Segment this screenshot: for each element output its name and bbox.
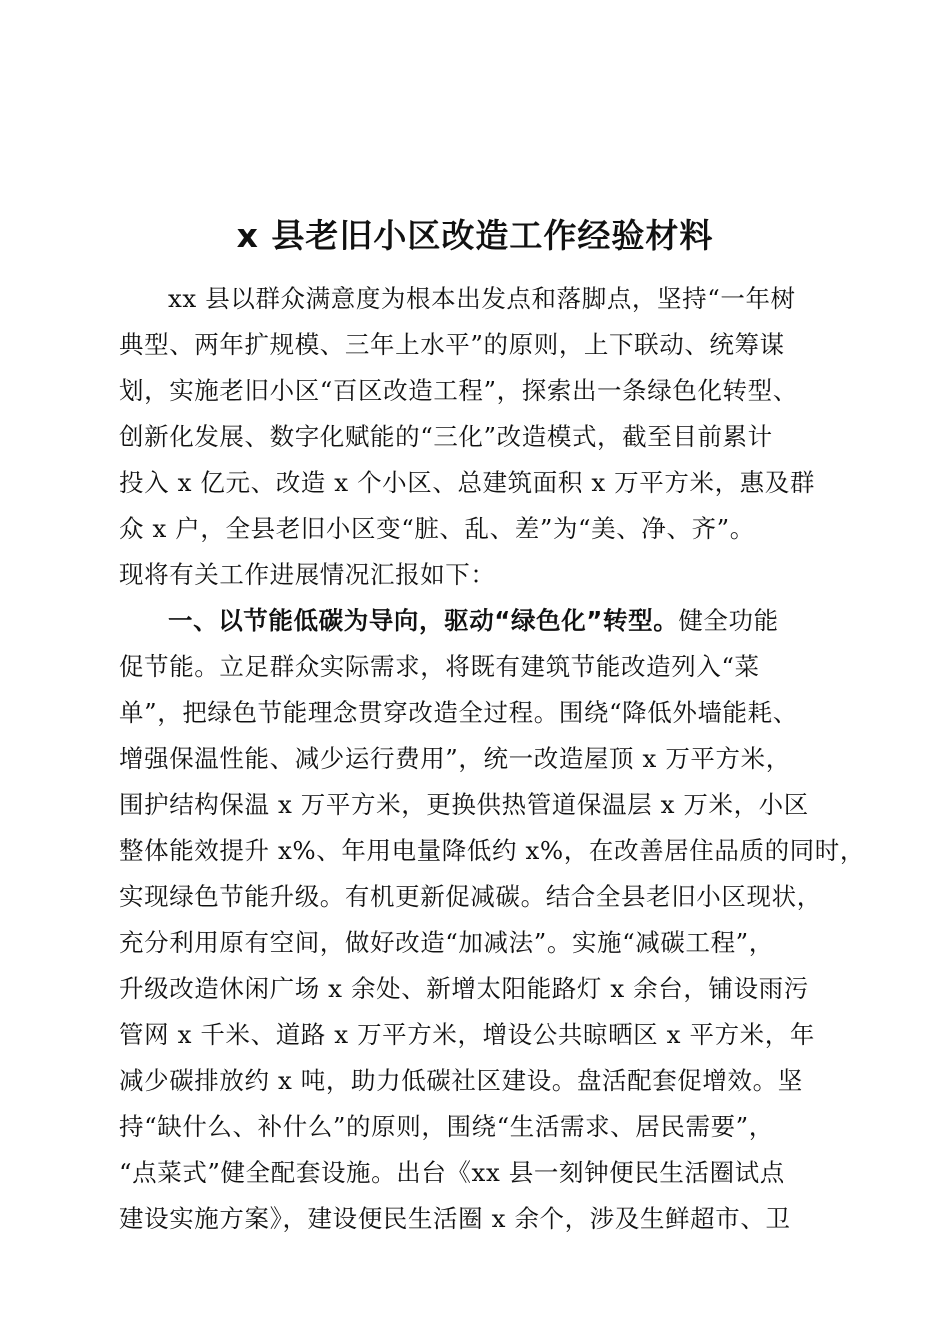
section-first-line-text: 健全功能 (678, 606, 779, 635)
paragraph-line: 增强保温性能、减少运行费用”，统一改造屋顶 x 万平方米， (119, 744, 791, 773)
paragraph-line: 投入 x 亿元、改造 x 个小区、总建筑面积 x 万平方米，惠及群 (119, 468, 815, 497)
section-first-line (119, 598, 839, 644)
paragraph-line: 划，实施老旧小区“百区改造工程”，探索出一条绿色化转型、 (119, 376, 798, 405)
paragraph-line: 升级改造休闲广场 x 余处、新增太阳能路灯 x 余台，铺设雨污 (119, 974, 809, 1003)
paragraph-line: 创新化发展、数字化赋能的“三化”改造模式，截至目前累计 (119, 422, 773, 451)
paragraph-line: xx 县以群众满意度为根本出发点和落脚点，坚持“一年树 (168, 284, 796, 313)
paragraph-line: 实现绿色节能升级。有机更新促减碳。结合全县老旧小区现状， (119, 882, 822, 911)
paragraph-line: 围护结构保温 x 万平方米，更换供热管道保温层 x 万米，小区 (119, 790, 809, 819)
paragraph-line: 现将有关工作进展情况汇报如下： (119, 560, 496, 589)
paragraph-line: 单”，把绿色节能理念贯穿改造全过程。围绕“降低外墙能耗、 (119, 698, 798, 727)
paragraph-line: 众 x 户，全县老旧小区变“脏、乱、差”为“美、净、齐”。 (119, 514, 755, 543)
paragraph-line: 减少碳排放约 x 吨，助力低碳社区建设。盘活配套促增效。坚 (119, 1066, 803, 1095)
paragraph-line: 充分利用原有空间，做好改造“加减法”。实施“减碳工程”， (119, 928, 774, 957)
paragraph-line: 促节能。立足群众实际需求，将既有建筑节能改造列入“菜 (119, 652, 760, 681)
paragraph-line: 建设实施方案》，建设便民生活圈 x 余个，涉及生鲜超市、卫 (119, 1204, 791, 1233)
paragraph-line: 典型、两年扩规模、三年上水平”的原则，上下联动、统筹谋 (119, 330, 785, 359)
paragraph-line: 整体能效提升 x%、年用电量降低约 x%，在改善居住品质的同时， (119, 836, 865, 865)
paragraph-line: 管网 x 千米、道路 x 万平方米，增设公共晾晒区 x 平方米，年 (119, 1020, 815, 1049)
paragraph-line: 持“缺什么、补什么”的原则，围绕“生活需求、居民需要”， (119, 1112, 774, 1141)
document-body (119, 276, 865, 1242)
paragraph-line: “点菜式”健全配套设施。出台《xx 县一刻钟便民生活圈试点 (119, 1158, 785, 1187)
section-heading: 一、以节能低碳为导向，驱动“绿色化”转型。 (168, 606, 679, 635)
document-title: x 县老旧小区改造工作经验材料 (236, 216, 714, 255)
